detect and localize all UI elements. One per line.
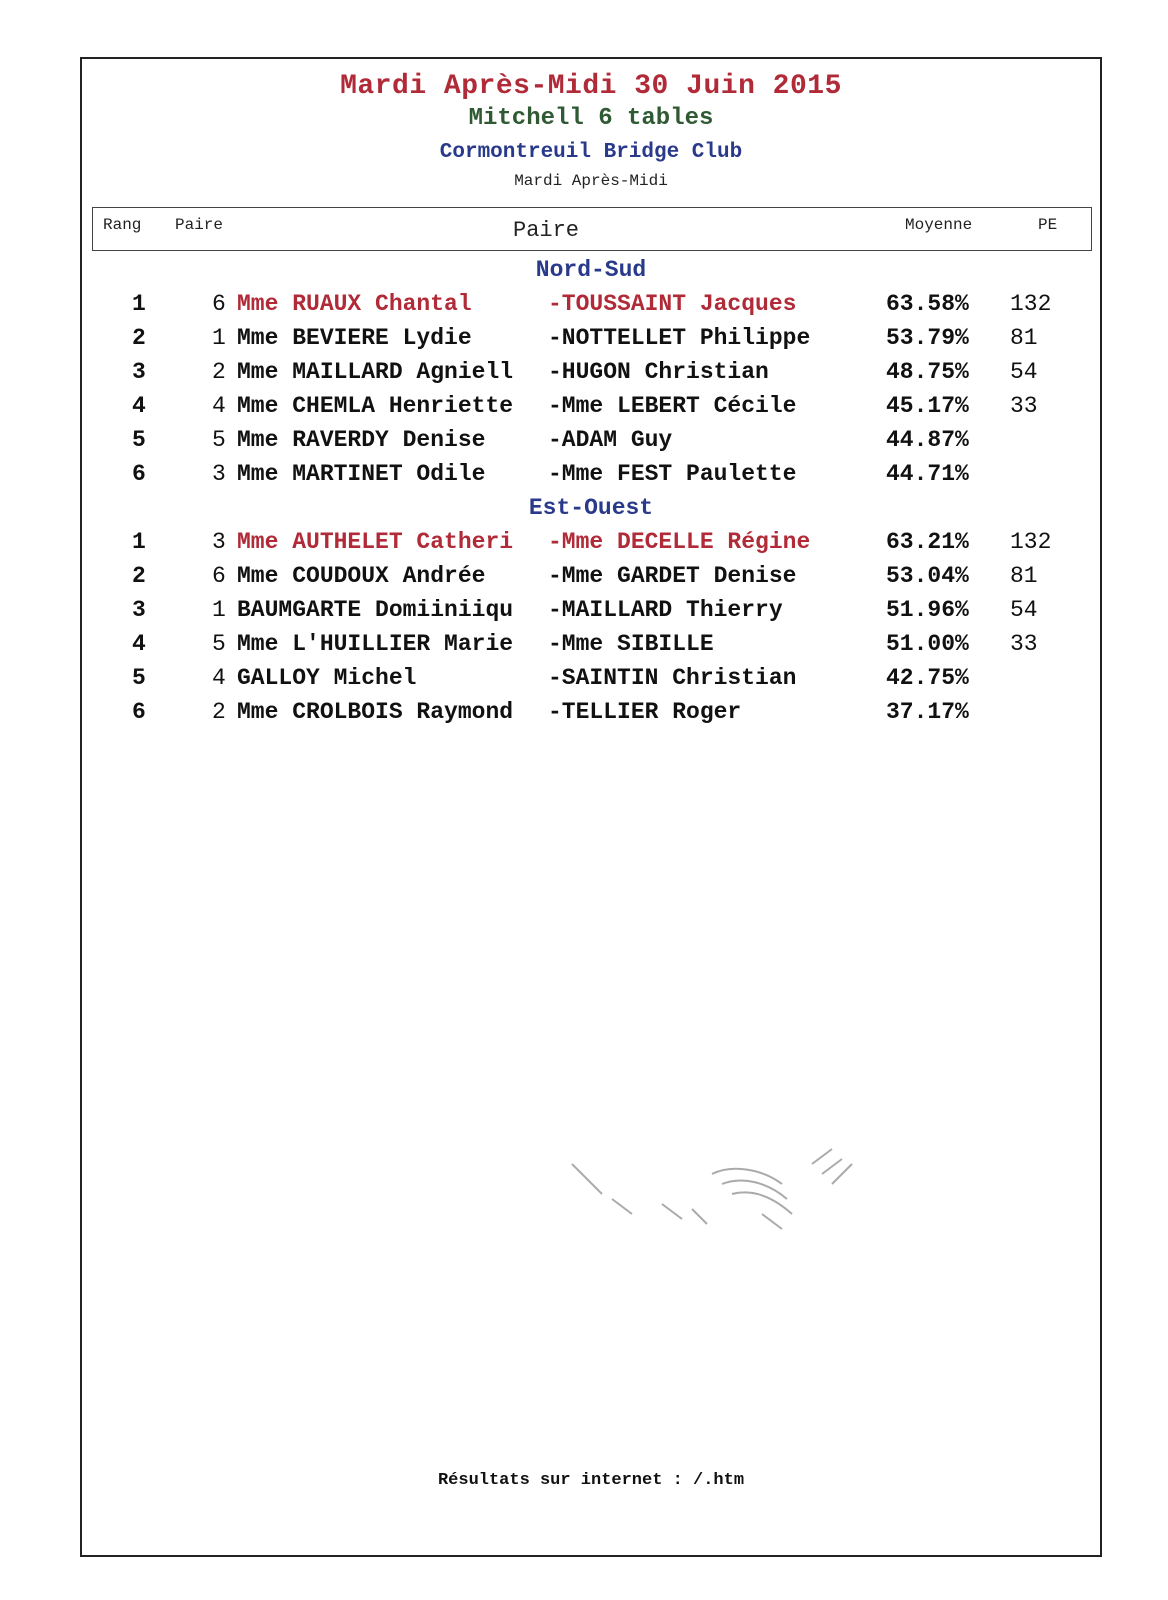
player-2-cell: -Mme GARDET Denise [548, 563, 797, 589]
player-1-cell: Mme BEVIERE Lydie [237, 325, 472, 351]
pair-number-cell: 4 [212, 393, 226, 419]
rank-cell: 4 [132, 631, 146, 657]
column-header-pe: PE [1038, 216, 1058, 234]
pe-cell: 132 [1010, 291, 1052, 317]
player-2-cell: -TELLIER Roger [548, 699, 742, 725]
player-1-cell: Mme L'HUILLIER Marie [237, 631, 514, 657]
tournament-type: Mitchell 6 tables [468, 105, 714, 132]
pair-number-cell: 5 [212, 427, 226, 453]
percentage-cell: 51.96% [886, 597, 969, 623]
rank-cell: 1 [132, 291, 146, 317]
rank-cell: 5 [132, 665, 146, 691]
player-1-cell: Mme MARTINET Odile [237, 461, 486, 487]
table-row [82, 393, 1100, 427]
column-header-pair: Paire [513, 218, 580, 243]
pair-number-cell: 2 [212, 359, 226, 385]
player-2-cell: -TOUSSAINT Jacques [548, 291, 797, 317]
rank-cell: 2 [132, 563, 146, 589]
table-row [82, 665, 1100, 699]
table-row [82, 631, 1100, 665]
player-1-cell: Mme RUAUX Chantal [237, 291, 472, 317]
percentage-cell: 48.75% [886, 359, 969, 385]
rank-cell: 6 [132, 699, 146, 725]
pair-number-cell: 3 [212, 529, 226, 555]
player-1-cell: Mme MAILLARD Agniell [237, 359, 514, 385]
percentage-cell: 63.21% [886, 529, 969, 555]
session-name: Mardi Après-Midi [514, 172, 668, 190]
percentage-cell: 63.58% [886, 291, 969, 317]
percentage-cell: 53.79% [886, 325, 969, 351]
player-2-cell: -Mme DECELLE Régine [548, 529, 811, 555]
column-header-row [92, 207, 1092, 251]
column-header-pair-number: Paire [175, 216, 224, 234]
percentage-cell: 51.00% [886, 631, 969, 657]
player-1-cell: GALLOY Michel [237, 665, 417, 691]
table-row [82, 325, 1100, 359]
percentage-cell: 42.75% [886, 665, 969, 691]
table-row [82, 359, 1100, 393]
section-title-nord-sud: Nord-Sud [535, 257, 647, 283]
pe-cell: 132 [1010, 529, 1052, 555]
percentage-cell: 44.87% [886, 427, 969, 453]
pair-number-cell: 3 [212, 461, 226, 487]
rank-cell: 2 [132, 325, 146, 351]
pair-number-cell: 6 [212, 291, 226, 317]
footer-results-link: Résultats sur internet : /.htm [437, 1471, 745, 1490]
section-title-est-ouest: Est-Ouest [528, 495, 654, 521]
results-sheet [80, 57, 1102, 1557]
player-2-cell: -NOTTELLET Philippe [548, 325, 811, 351]
rank-cell: 3 [132, 597, 146, 623]
rank-cell: 3 [132, 359, 146, 385]
pair-number-cell: 5 [212, 631, 226, 657]
pair-number-cell: 1 [212, 325, 226, 351]
table-row [82, 563, 1100, 597]
percentage-cell: 37.17% [886, 699, 969, 725]
rank-cell: 5 [132, 427, 146, 453]
player-2-cell: -SAINTIN Christian [548, 665, 797, 691]
percentage-cell: 45.17% [886, 393, 969, 419]
pe-cell: 54 [1010, 359, 1038, 385]
pair-number-cell: 2 [212, 699, 226, 725]
player-1-cell: Mme CROLBOIS Raymond [237, 699, 514, 725]
pe-cell: 33 [1010, 631, 1038, 657]
column-header-rang: Rang [103, 216, 142, 234]
pe-cell: 54 [1010, 597, 1038, 623]
player-2-cell: -Mme SIBILLE [548, 631, 714, 657]
table-row [82, 699, 1100, 733]
player-2-cell: -Mme LEBERT Cécile [548, 393, 797, 419]
pair-number-cell: 1 [212, 597, 226, 623]
page-title: Mardi Après-Midi 30 Juin 2015 [340, 71, 842, 102]
rank-cell: 6 [132, 461, 146, 487]
player-1-cell: Mme COUDOUX Andrée [237, 563, 486, 589]
player-2-cell: -HUGON Christian [548, 359, 769, 385]
table-row [82, 291, 1100, 325]
rank-cell: 4 [132, 393, 146, 419]
table-row [82, 597, 1100, 631]
percentage-cell: 44.71% [886, 461, 969, 487]
pe-cell: 81 [1010, 563, 1038, 589]
pe-cell: 81 [1010, 325, 1038, 351]
column-header-moyenne: Moyenne [905, 216, 973, 234]
pair-number-cell: 6 [212, 563, 226, 589]
pe-cell: 33 [1010, 393, 1038, 419]
player-1-cell: Mme RAVERDY Denise [237, 427, 486, 453]
club-name: Cormontreuil Bridge Club [439, 141, 743, 164]
rank-cell: 1 [132, 529, 146, 555]
player-1-cell: Mme AUTHELET Catheri [237, 529, 514, 555]
percentage-cell: 53.04% [886, 563, 969, 589]
table-row [82, 461, 1100, 495]
table-row [82, 529, 1100, 563]
player-1-cell: Mme CHEMLA Henriette [237, 393, 514, 419]
player-1-cell: BAUMGARTE Domiiniiqu [237, 597, 514, 623]
player-2-cell: -Mme FEST Paulette [548, 461, 797, 487]
table-row [82, 427, 1100, 461]
pair-number-cell: 4 [212, 665, 226, 691]
scan-smudge [532, 1104, 892, 1254]
player-2-cell: -ADAM Guy [548, 427, 673, 453]
player-2-cell: -MAILLARD Thierry [548, 597, 783, 623]
